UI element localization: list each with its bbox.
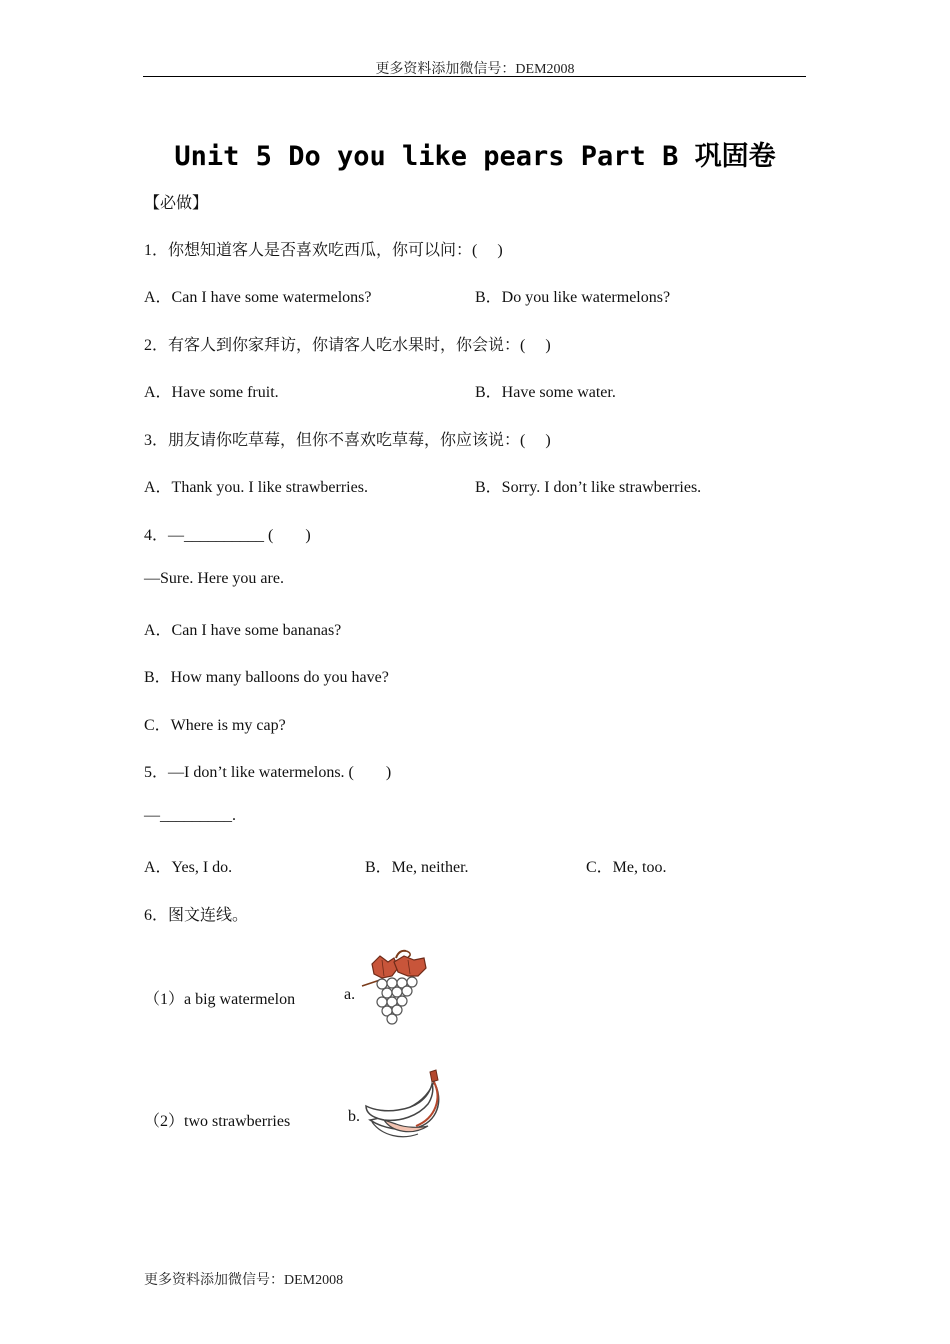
header-divider bbox=[143, 76, 806, 77]
section-label: 【必做】 bbox=[144, 195, 209, 212]
page-title: Unit 5 Do you like pears Part B 巩固卷 bbox=[174, 141, 776, 172]
bananas-icon bbox=[362, 1066, 448, 1142]
page-header: 更多资料添加微信号：DEM2008 bbox=[375, 62, 575, 77]
question-2-option-b: B．Have some water. bbox=[475, 384, 616, 401]
question-2-stem: 2．有客人到你家拜访，你请客人吃水果时，你会说：( ) bbox=[144, 337, 551, 354]
question-3-stem: 3．朋友请你吃草莓，但你不喜欢吃草莓，你应该说：( ) bbox=[144, 432, 551, 449]
page-footer: 更多资料添加微信号：DEM2008 bbox=[144, 1273, 344, 1288]
question-4-stem: 4．—__________ ( ) bbox=[144, 527, 311, 544]
question-4-reply: —Sure. Here you are. bbox=[144, 570, 284, 587]
match-label-b: b. bbox=[348, 1108, 360, 1125]
match-label-a: a. bbox=[344, 986, 356, 1003]
question-6-stem: 6．图文连线。 bbox=[144, 907, 249, 924]
question-3-option-b: B．Sorry. I don’t like strawberries. bbox=[475, 479, 702, 496]
question-1-option-b: B．Do you like watermelons? bbox=[475, 289, 671, 306]
question-1-option-a: A．Can I have some watermelons? bbox=[144, 289, 372, 306]
question-4-option-a: A．Can I have some bananas? bbox=[144, 622, 342, 639]
question-5-reply: —_________. bbox=[144, 807, 236, 824]
match-item-1: （1）a big watermelon bbox=[144, 991, 296, 1008]
question-4-option-c: C．Where is my cap? bbox=[144, 717, 286, 734]
question-5-option-c: C．Me, too. bbox=[586, 859, 667, 876]
match-item-2: （2）two strawberries bbox=[144, 1113, 291, 1130]
question-5-option-a: A．Yes, I do. bbox=[144, 859, 233, 876]
question-5-option-b: B．Me, neither. bbox=[365, 859, 469, 876]
grapes-icon bbox=[358, 946, 432, 1028]
question-4-option-b: B．How many balloons do you have? bbox=[144, 669, 389, 686]
question-3-option-a: A．Thank you. I like strawberries. bbox=[144, 479, 368, 496]
question-1-stem: 1．你想知道客人是否喜欢吃西瓜，你可以问：( ) bbox=[144, 242, 503, 259]
question-2-option-a: A．Have some fruit. bbox=[144, 384, 279, 401]
question-5-stem: 5．—I don’t like watermelons. ( ) bbox=[144, 764, 392, 781]
